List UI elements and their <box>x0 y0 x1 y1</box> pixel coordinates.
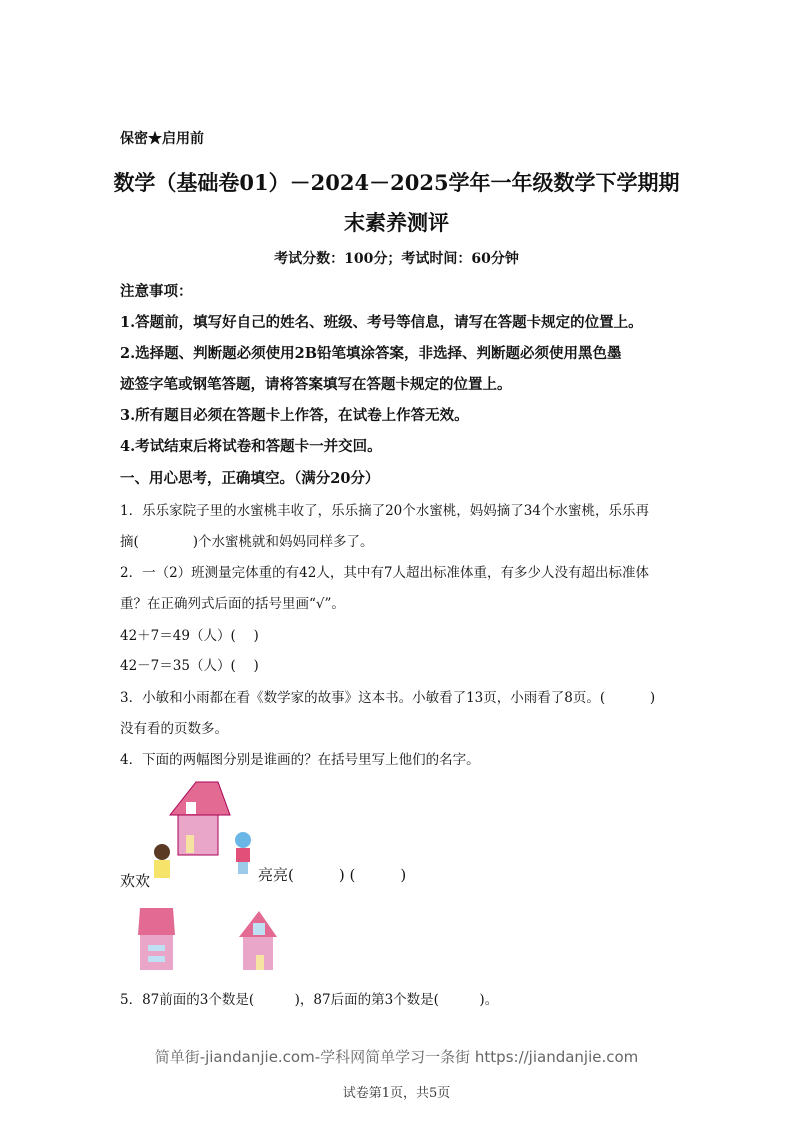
question-line: 4．下面的两幅图分别是谁画的？在括号里写上他们的名字。 <box>120 752 480 768</box>
title-line2: 末素养测评 <box>344 210 449 235</box>
question-5: 5．87前面的3个数是( )，87后面的第3个数是( )。 <box>120 992 499 1008</box>
question-line: 3．小敏和小雨都在看《数学家的故事》这本书。小敏看了13页，小雨看了8页。( ) <box>120 690 656 706</box>
question-line: 1．乐乐家院子里的水蜜桃丰收了，乐乐摘了20个水蜜桃，妈妈摘了34个水蜜桃，乐乐再 <box>120 503 649 519</box>
huanhuan-label: 欢欢 <box>120 872 151 890</box>
notes-heading: 注意事项： <box>120 283 193 300</box>
note-item: 1.答题前，填写好自己的姓名、班级、考号等信息，请写在答题卡规定的位置上。 <box>120 314 643 331</box>
question-line: 42＋7＝49（人）( ) <box>120 628 259 644</box>
watermark: 简单街-jiandanjie.com-学科网简单学习一条街 https://jiandanjie.com <box>154 1048 639 1066</box>
note-item: 3.所有题目必须在答题卡上作答，在试卷上作答无效。 <box>120 407 469 424</box>
section-heading: 一、用心思考，正确填空。（满分20分） <box>120 470 380 487</box>
page-number: 试卷第1页，共5页 <box>342 1086 451 1101</box>
liangliang-answer: 亮亮( ) ( ) <box>258 866 407 884</box>
two-houses-illustration <box>135 905 295 975</box>
question-line: 2．一（2）班测量完体重的有42人，其中有7人超出标准体重，有多少人没有超出标准体 <box>120 565 649 581</box>
note-item: 2.选择题、判断题必须使用2B铅笔填涂答案，非选择、判断题必须使用黑色墨 <box>120 345 622 362</box>
secret-label: 保密★启用前 <box>120 131 204 147</box>
question-line: 重？在正确列式后面的括号里画“√”。 <box>120 596 345 612</box>
exam-info: 考试分数：100分；考试时间：60分钟 <box>274 251 519 267</box>
question-line: 摘( )个水蜜桃就和妈妈同样多了。 <box>120 534 374 550</box>
question-line: 没有看的页数多。 <box>120 721 228 737</box>
note-item: 迹签字笔或钢笔答题，请将答案填写在答题卡规定的位置上。 <box>120 376 512 393</box>
note-item: 4.考试结束后将试卷和答题卡一并交回。 <box>120 438 382 455</box>
question-line: 42－7＝35（人）( ) <box>120 658 259 674</box>
title-line1: 数学（基础卷01）－2024－2025学年一年级数学下学期期 <box>113 170 680 195</box>
